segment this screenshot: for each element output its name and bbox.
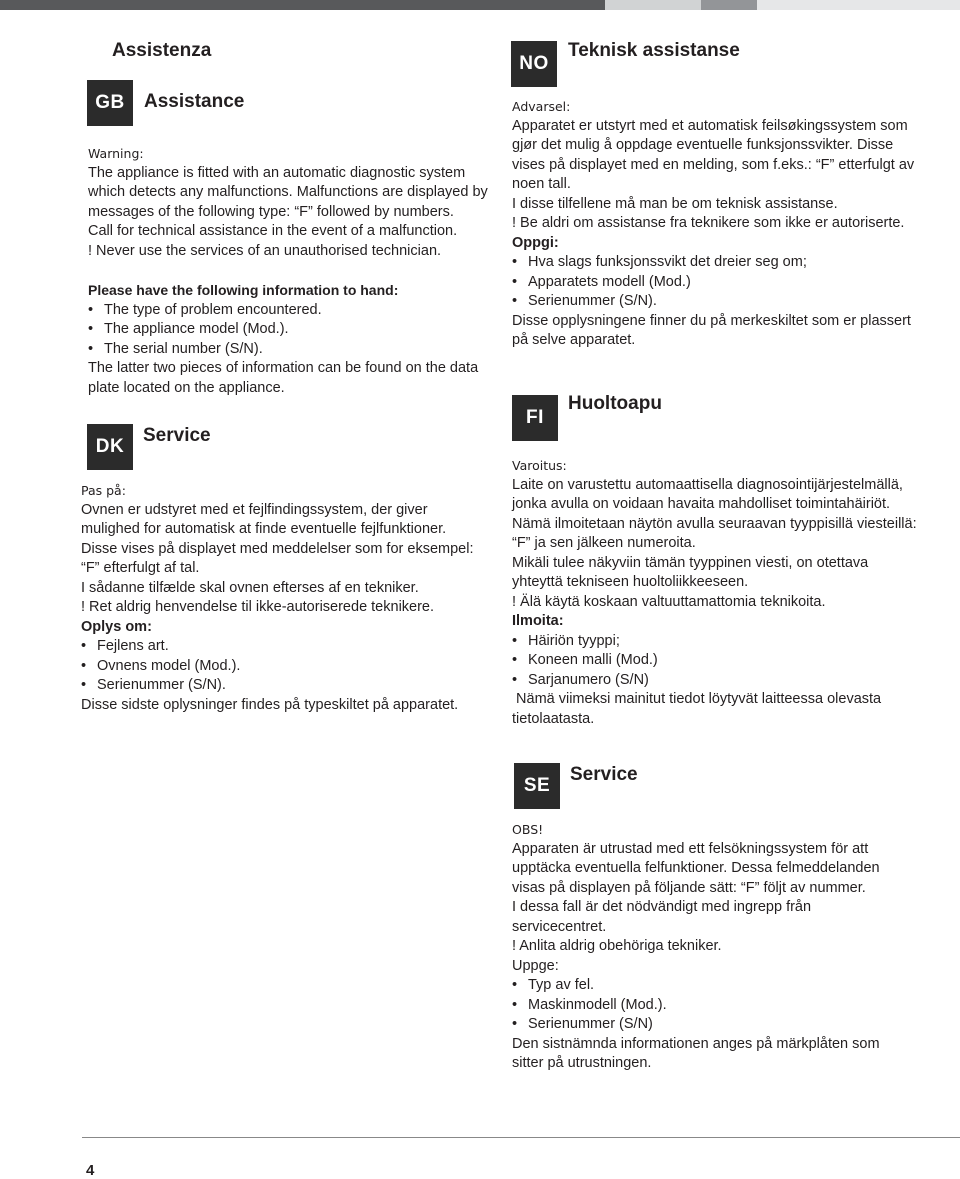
gb-section-body (88, 144, 488, 398)
se-line: visas på displayen på följande sätt: “F” följt av nummer. (512, 879, 866, 896)
fi-warning-label: Varoitus: (512, 458, 567, 473)
dk-line: ! Ret aldrig henvendelse til ikke-autoriserede teknikere. (81, 599, 435, 615)
no-bullet-item: • Hva slags funksjonssvikt det dreier seg om; (512, 254, 807, 270)
gb-bullet-item: • The serial number (S/N). (88, 340, 263, 357)
fi-line: Nämä ilmoitetaan näytön avulla seuraavan tyyppisillä viesteillä: (512, 515, 917, 532)
se-line: upptäcka eventuella felfunktioner. Dessa felmeddelanden (512, 860, 880, 876)
se-language-badge: SE (514, 763, 560, 809)
se-footer-line: Den sistnämnda informationen anges på märkplåten som (512, 1035, 880, 1052)
fi-bullet-item: • Koneen malli (Mod.) (512, 652, 658, 668)
gb-footer-line: The latter two pieces of information can be found on the data (88, 360, 479, 376)
fi-bullet-item: • Sarjanumero (S/N) (512, 671, 649, 688)
se-bullet-item: • Maskinmodell (Mod.). (512, 996, 667, 1013)
gb-line: messages of the following type: “F” followed by numbers. (88, 203, 454, 220)
dk-line: I sådanne tilfælde skal ovnen efterses af en tekniker. (81, 579, 419, 596)
top-bar-light (605, 0, 701, 10)
dk-bullet-item: • Serienummer (S/N). (81, 677, 226, 693)
se-footer-line: sitter på utrustningen. (512, 1055, 652, 1071)
no-language-badge: NO (511, 41, 557, 87)
gb-line: ! Never use the services of an unauthorised technician. (88, 242, 442, 259)
gb-info-heading: Please have the following information to hand: (88, 282, 399, 298)
fi-line: jonka avulla on voidaan havaita mahdolliset toimintahäiriöt. (512, 496, 891, 512)
se-warning-label: OBS! (512, 822, 544, 837)
se-line: Apparaten är utrustad med ett felsökningssystem för att (512, 840, 869, 857)
no-footer-line: Disse opplysningene finner du på merkeskiltet som er plassert (512, 312, 911, 329)
fi-heading: Huoltoapu (568, 393, 662, 414)
fi-language-badge: FI (512, 395, 558, 441)
no-line: Apparatet er utstyrt med et automatisk feilsøkingssystem som (512, 117, 908, 134)
dk-footer-line: Disse sidste oplysninger findes på typeskiltet på apparatet. (81, 696, 459, 713)
fi-bullet-item: • Häiriön tyyppi; (512, 632, 620, 649)
dk-line: Ovnen er udstyret med et fejlfindingssystem, der giver (81, 501, 428, 518)
gb-warning-label: Warning: (88, 146, 144, 161)
no-warning-label: Advarsel: (512, 99, 571, 114)
no-section-body (512, 97, 914, 351)
dk-line: “F” efterfulgt af tal. (81, 560, 200, 576)
no-line: I disse tilfellene må man be om teknisk assistanse. (512, 195, 838, 212)
se-bullet-item: • Typ av fel. (512, 977, 595, 993)
fi-section-body (512, 456, 917, 729)
se-section-body (512, 820, 880, 1074)
no-bullet-item: • Serienummer (S/N). (512, 293, 657, 309)
dk-bullet-item: • Fejlens art. (81, 638, 169, 654)
fi-line: “F” ja sen jälkeen numeroita. (512, 535, 696, 551)
se-line: servicecentret. (512, 918, 607, 935)
footer-divider (82, 1137, 960, 1138)
se-bullet-item: • Serienummer (S/N) (512, 1016, 653, 1032)
fi-line: Laite on varustettu automaattisella diagnosointijärjestelmällä, (512, 476, 903, 493)
gb-heading: Assistance (144, 91, 245, 112)
dk-heading: Service (143, 425, 211, 446)
gb-line: which detects any malfunctions. Malfunctions are displayed by (88, 184, 488, 200)
fi-footer-line: tietolaatasta. (512, 710, 595, 727)
no-footer-line: på selve apparatet. (512, 332, 636, 348)
gb-line: Call for technical assistance in the event of a malfunction. (88, 223, 458, 239)
fi-info-heading: Ilmoita: (512, 613, 564, 629)
no-line: ! Be aldri om assistanse fra teknikere som ikke er autoriserte. (512, 215, 905, 231)
no-heading: Teknisk assistanse (568, 40, 740, 61)
no-line: gjør det mulig å oppdage eventuelle funksjonssvikter. Disse (512, 137, 894, 153)
fi-footer-line: Nämä viimeksi mainitut tiedot löytyvät laitteessa olevasta (512, 691, 882, 707)
gb-language-badge: GB (87, 80, 133, 126)
gb-bullet-item: • The type of problem encountered. (88, 301, 322, 318)
gb-line: The appliance is fitted with an automatic diagnostic system (88, 164, 466, 181)
se-line: I dessa fall är det nödvändigt med ingrepp från (512, 899, 812, 915)
dk-bullet-item: • Ovnens model (Mod.). (81, 657, 241, 674)
fi-line: yhteyttä tekniseen huoltoliikkeeseen. (512, 574, 749, 590)
no-bullet-item: • Apparatets modell (Mod.) (512, 273, 691, 290)
gb-footer-line: plate located on the appliance. (88, 379, 285, 396)
fi-line: Mikäli tulee näkyviin tämän tyyppinen viesti, on otettava (512, 554, 869, 571)
page-number: 4 (86, 1162, 95, 1179)
no-info-heading: Oppgi: (512, 234, 559, 251)
page-title: Assistenza (112, 40, 212, 61)
top-color-bar (0, 0, 960, 10)
dk-warning-label: Pas på: (81, 483, 126, 498)
dk-section-body (81, 481, 473, 715)
no-line: noen tall. (512, 176, 571, 192)
top-bar-pale (757, 0, 960, 10)
dk-line: mulighed for automatisk at finde eventuelle fejlfunktioner. (81, 521, 447, 537)
dk-line: Disse vises på displayet med meddelelser som for eksempel: (81, 540, 474, 557)
se-line: ! Anlita aldrig obehöriga tekniker. (512, 938, 722, 954)
no-line: vises på displayet med en melding, som f.eks.: “F” etterfulgt av (512, 156, 915, 173)
se-heading: Service (570, 764, 638, 785)
se-info-heading: Uppge: (512, 957, 559, 974)
top-bar-dark (0, 0, 605, 10)
dk-language-badge: DK (87, 424, 133, 470)
fi-line: ! Älä käytä koskaan valtuuttamattomia teknikoita. (512, 593, 826, 610)
dk-info-heading: Oplys om: (81, 618, 152, 635)
top-bar-mid (701, 0, 757, 10)
gb-bullet-item: • The appliance model (Mod.). (88, 321, 289, 337)
